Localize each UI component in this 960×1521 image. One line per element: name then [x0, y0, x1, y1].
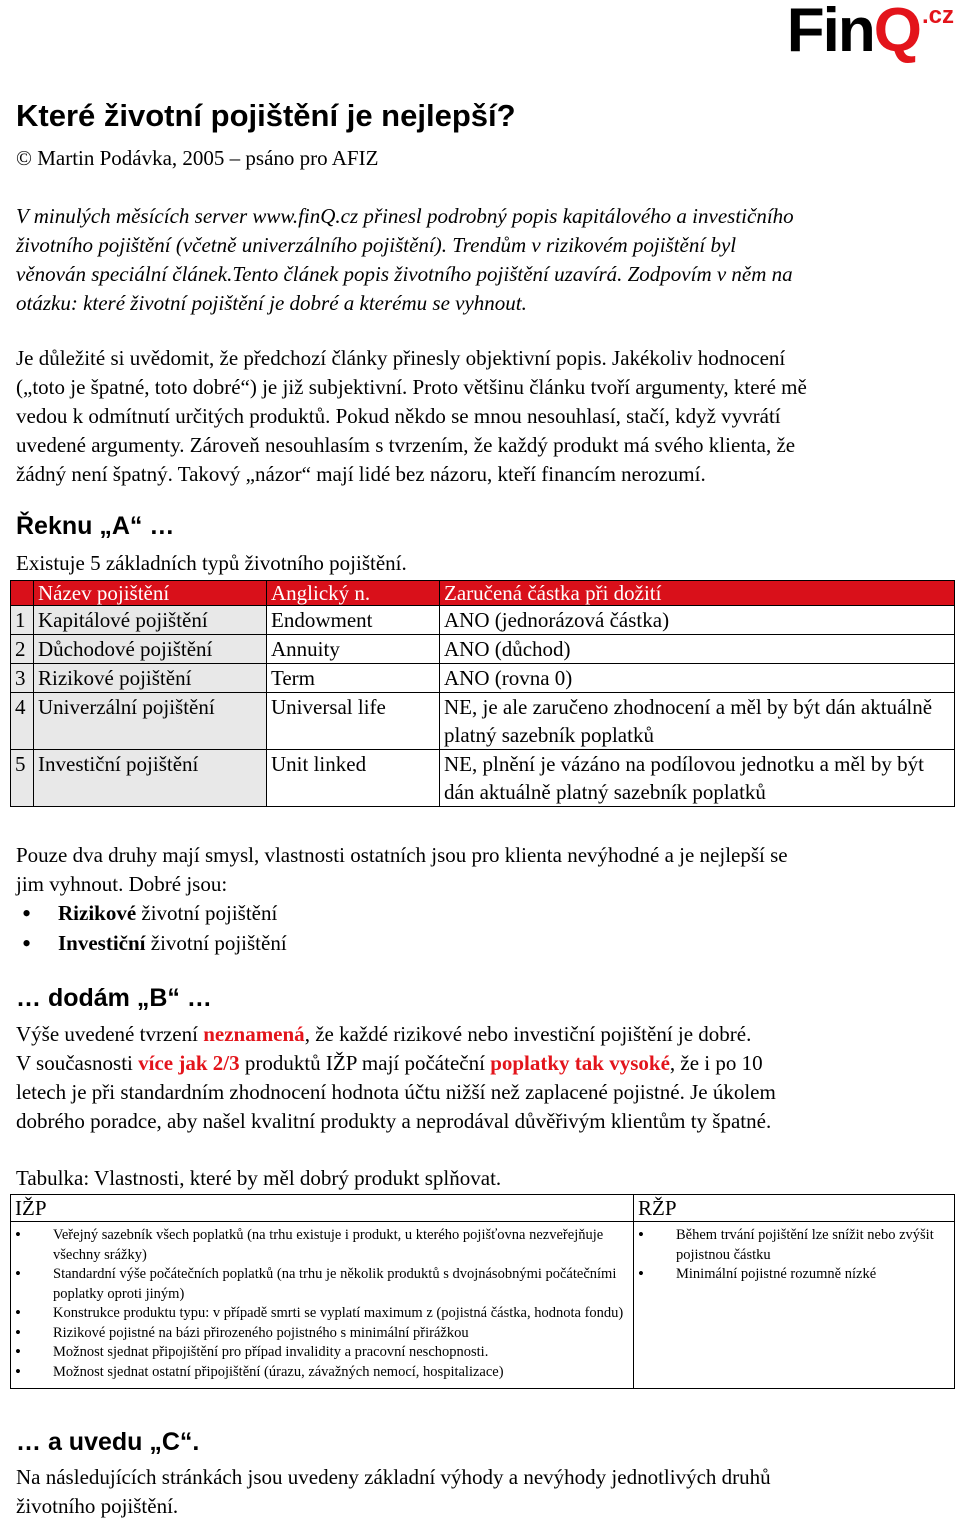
logo-wordmark: FinQ	[786, 0, 920, 65]
table-row: 4 Univerzální pojištění Universal life NE, je ale zaručeno zhodnocení a měl by být dán aktuálně platný sazebník poplatků	[11, 693, 955, 750]
table-header-row	[11, 581, 955, 606]
column-header: Anglický n.	[267, 581, 440, 606]
section-b-heading: … dodám „B“ …	[16, 984, 212, 1012]
recommendation-paragraph: Pouze dva druhy mají smysl, vlastnosti ostatních jsou pro klienta nevýhodné a je nejlepší se jim vyhnout. Dobré jsou:	[16, 843, 788, 896]
section-a-lead: Existuje 5 základních typů životního pojištění.	[16, 551, 407, 575]
page-title: Které životní pojištění je nejlepší?	[16, 98, 516, 133]
subjectivity-paragraph: Je důležité si uvědomit, že předchozí články přinesly objektivní popis. Jakékoliv hodnocení („toto je špatné, toto dobré“) je již subjektivní. Proto většinu článku tvoří argumenty, které mě vedou k odmítnutí určitých produktů. Pokud někdo se mnou nesouhlasí, stačí, když vyvrátí uvedené argumenty. Zároveň nesouhlasím s tvrzením, že každý produkt má svého klienta, že žádný není špatný. Takový „názor“ mají lidé bez názoru, kteří financím nerozumí.	[16, 346, 807, 486]
list-item: • Možnost sjednat připojištění pro případ invalidity a pracovní neschopnosti.	[53, 1343, 629, 1363]
section-b-paragraph: Výše uvedené tvrzení neznamená, že každé rizikové nebo investiční pojištění je dobré. V současnosti více jak 2/3 produktů IŽP mají počáteční poplatky tak vysoké, že i po 10 letech je při standardním zhodnocení hodnota účtu nižší než zaplacené pojistné. Je úkolem dobrého poradce, aby našel kvalitní produkty a neprodával důvěřivým klientům ty špatné.	[16, 1022, 776, 1133]
rzp-properties-cell	[634, 1222, 955, 1389]
list-item: • Investiční životní pojištění	[58, 931, 287, 956]
section-c-paragraph: Na následujících stránkách jsou uvedeny základní výhody a nevýhody jednotlivých druhů životního pojištění.	[16, 1465, 771, 1518]
table-row: 1 Kapitálové pojištění Endowment ANO (jednorázová částka)	[11, 606, 955, 635]
properties-table	[10, 1194, 955, 1389]
table-caption: Tabulka: Vlastnosti, které by měl dobrý produkt splňovat.	[16, 1166, 502, 1190]
list-item: • Standardní výše počátečních poplatků (na trhu je několik produktů s dvojnásobnými počátečními poplatky oproti jiným)	[53, 1265, 629, 1304]
section-a-heading: Řeknu „A“ …	[16, 512, 175, 540]
list-item: • Konstrukce produktu typu: v případě smrti se vyplatí maximum z (pojistná částka, hodnota fondu)	[53, 1304, 629, 1324]
table-row: 2 Důchodové pojištění Annuity ANO (důchod)	[11, 635, 955, 664]
column-header: Zaručená částka při dožití	[440, 581, 955, 606]
list-item: • Možnost sjednat ostatní připojištění (úrazu, závažných nemocí, hospitalizace)	[53, 1363, 629, 1383]
table-row: 5 Investiční pojištění Unit linked NE, plnění je vázáno na podílovou jednotku a měl by být dán aktuálně platný sazebník poplatků	[11, 750, 955, 807]
logo-tld: .cz	[921, 2, 954, 29]
insurance-types-table	[10, 580, 955, 807]
table-row: 3 Rizikové pojištění Term ANO (rovna 0)	[11, 664, 955, 693]
list-item: • Rizikové životní pojištění	[58, 901, 277, 926]
finq-logo	[786, 0, 954, 65]
list-item: • Rizikové pojistné na bázi přirozeného pojistného s minimální přirážkou	[53, 1324, 629, 1344]
izp-properties-cell	[11, 1222, 634, 1389]
column-header-rzp: RŽP	[634, 1195, 955, 1222]
byline: © Martin Podávka, 2005 – psáno pro AFIZ	[16, 146, 379, 170]
section-c-heading: … a uvedu „C“.	[16, 1428, 200, 1456]
list-item: • Minimální pojistné rozumně nízké	[676, 1265, 950, 1285]
list-item: • Veřejný sazebník všech poplatků (na trhu existuje i produkt, u kterého pojišťovna nezveřejňuje všechny srážky)	[53, 1226, 629, 1265]
list-item: • Během trvání pojištění lze snížit nebo zvýšit pojistnou částku	[676, 1226, 950, 1265]
intro-paragraph: V minulých měsících server www.finQ.cz přinesl podrobný popis kapitálového a investičního životního pojištění (včetně univerzálního pojištění). Trendům v rizikovém pojištění byl věnován speciální článek.Tento článek popis životního pojištění uzavírá. Zodpovím v něm na otázku: které životní pojištění je dobré a kterému se vyhnout.	[16, 204, 794, 315]
column-header-izp: IŽP	[11, 1195, 634, 1222]
column-header: Název pojištění	[34, 581, 267, 606]
